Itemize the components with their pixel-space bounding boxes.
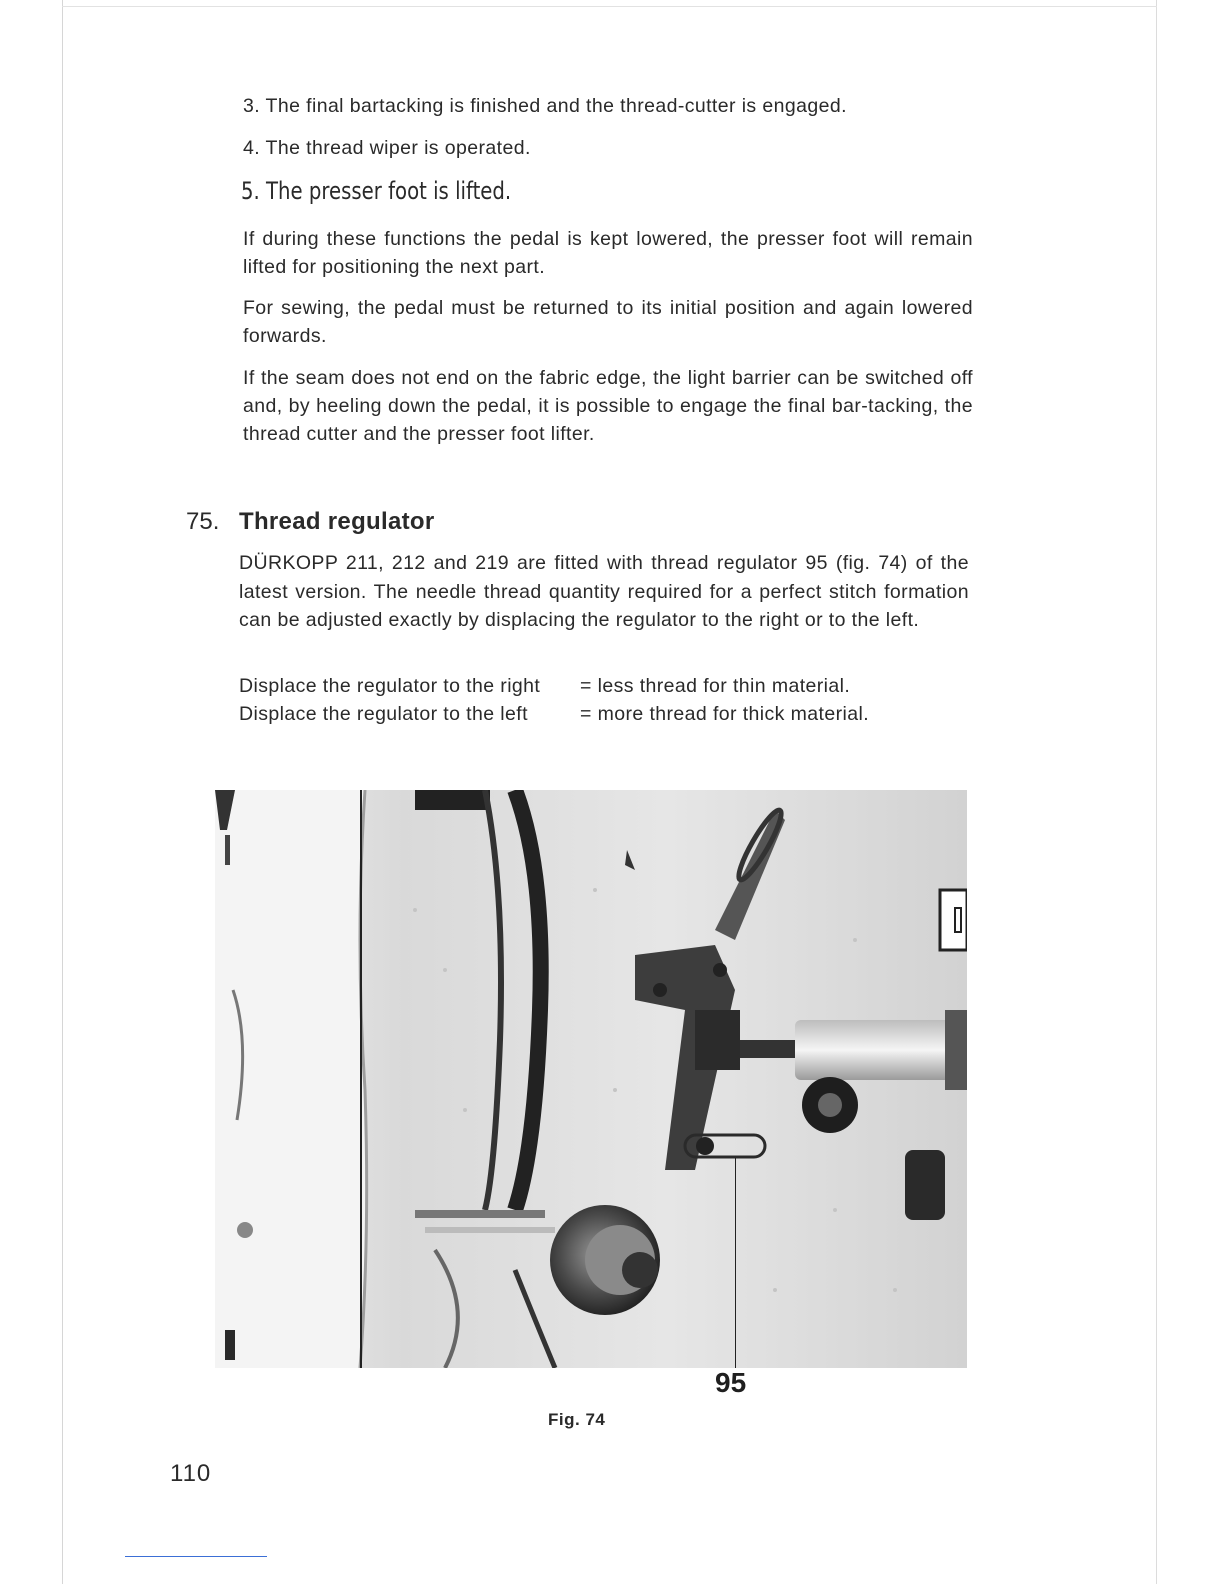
paragraph-sewing: For sewing, the pedal must be returned to its initial position and again lowered forwards. [243,297,973,347]
footer-rule [125,1556,267,1557]
displace-left-label: Displace the regulator to the left [239,703,528,725]
scan-edge-top [62,6,1157,7]
displace-right-result: = less thread for thin material. [580,675,851,697]
step-4: 4. The thread wiper is operated. [243,137,531,159]
sewing-machine-photo [215,790,967,1368]
scan-edge-left [62,0,63,1584]
displace-left-result: = more thread for thick material. [580,703,870,725]
displace-right-label: Displace the regulator to the right [239,675,541,697]
callout-label: 95 [715,1367,747,1398]
section-number: 75. [186,508,220,535]
step-5: 5. The presser foot is lifted. [241,177,512,205]
callout-leader-line [735,1158,736,1368]
scan-edge-right [1156,0,1157,1584]
paragraph-seam: If the seam does not end on the fabric edge, the light barrier can be switched off and, by heeling down the pedal, it is possible to engage the final bar-tacking, the thread cutter and the presser foot lifter. [243,367,973,445]
step-3: 3. The final bartacking is finished and the thread-cutter is engaged. [243,95,847,117]
section-body: DÜRKOPP 211, 212 and 219 are fitted with thread regulator 95 (fig. 74) of the latest version. The needle thread quantity required for a perfect stitch formation can be adjusted exactly by displacing the regulator to the right or to the left. [239,552,969,631]
page-number: 110 [170,1460,212,1487]
paragraph-pedal-lowered: If during these functions the pedal is kept lowered, the presser foot will remain lifted for positioning the next part. [243,228,973,278]
section-title: Thread regulator [239,508,435,535]
figure-caption: Fig. 74 [548,1410,606,1429]
